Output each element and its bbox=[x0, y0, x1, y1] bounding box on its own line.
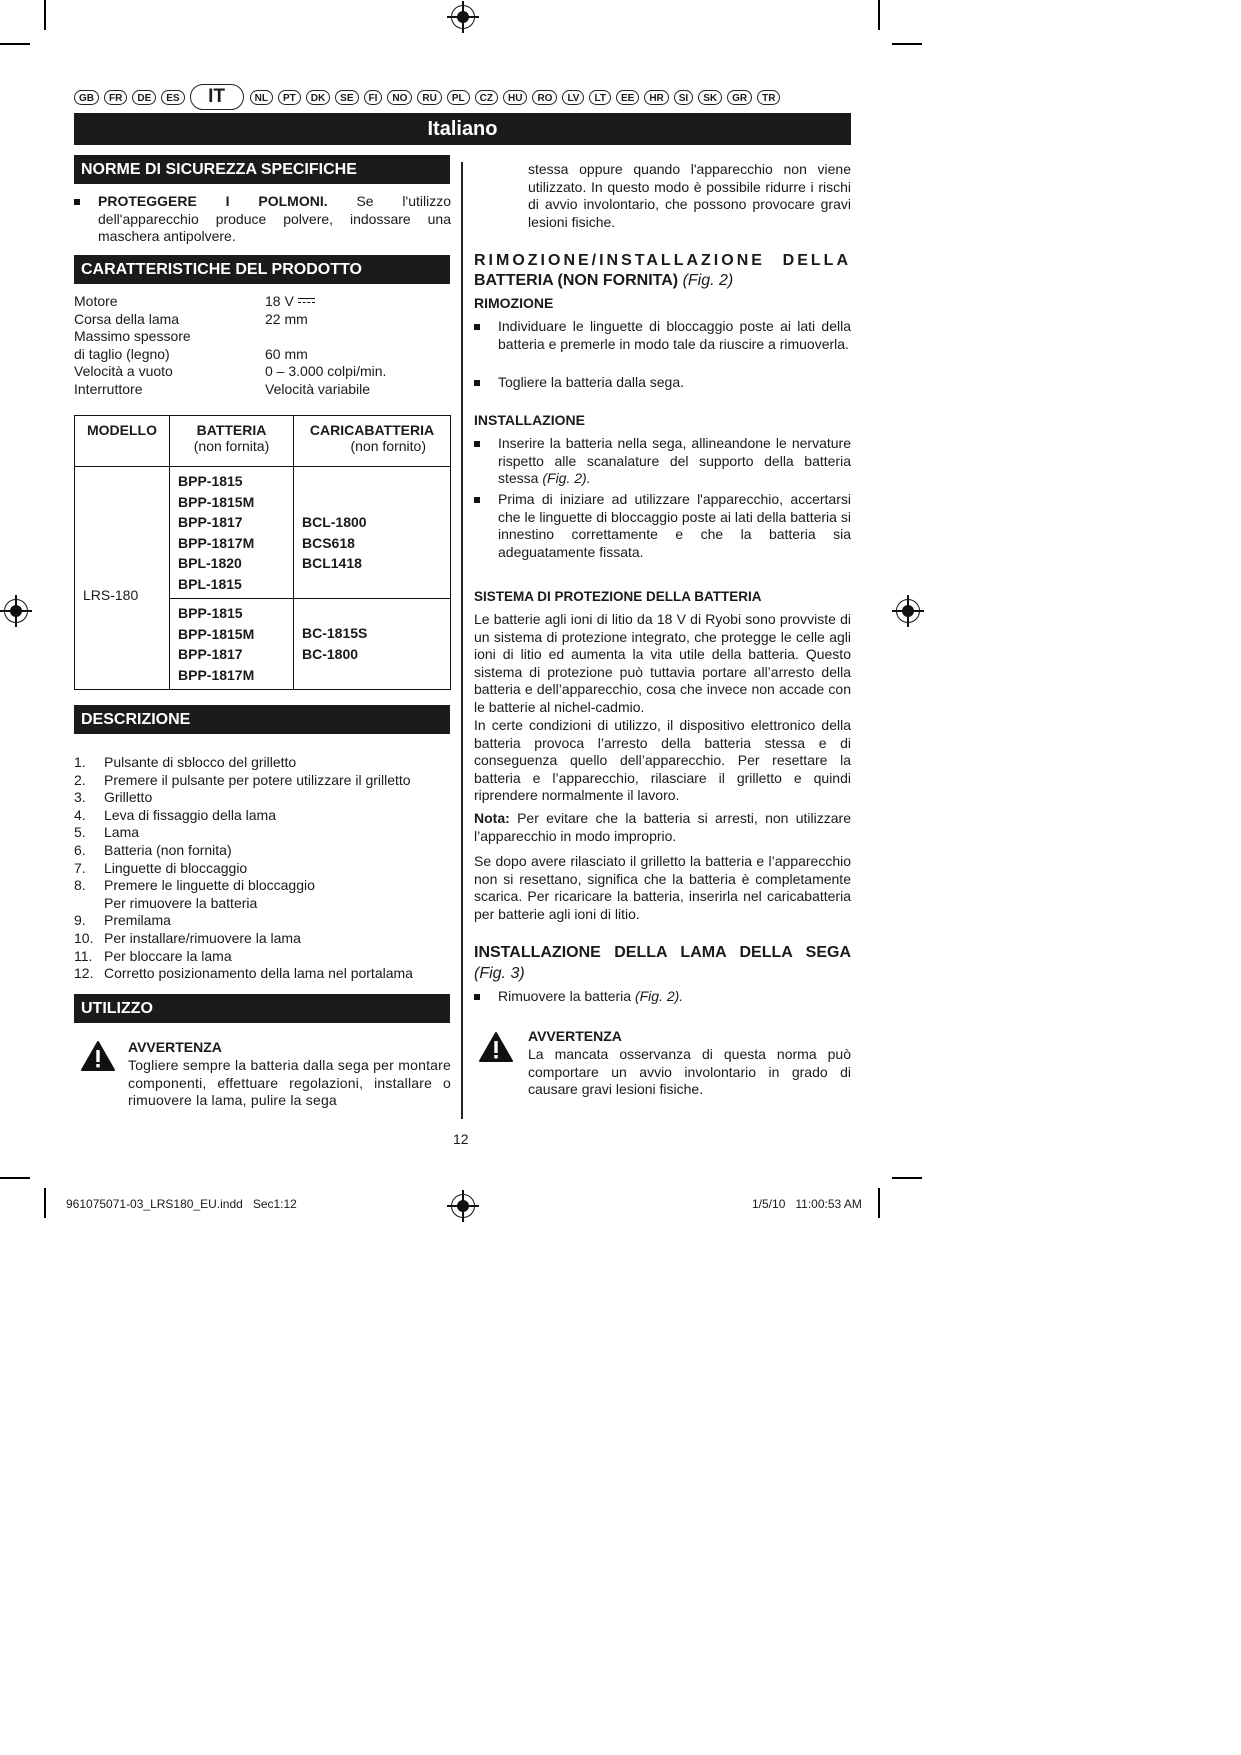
list-item: 3. Grilletto bbox=[74, 789, 153, 806]
table-list-entry: BPP-1817 bbox=[178, 514, 243, 530]
crop-mark bbox=[892, 1177, 922, 1179]
list-item: Per rimuovere la batteria bbox=[104, 894, 258, 911]
bullet-square-icon bbox=[74, 199, 80, 205]
bullet-square-icon bbox=[474, 441, 480, 447]
list-item: 6. Batteria (non fornita) bbox=[74, 841, 232, 858]
language-tab-gr[interactable]: GR bbox=[727, 90, 752, 105]
warning-triangle-icon bbox=[478, 1031, 514, 1063]
crop-mark bbox=[878, 1188, 880, 1218]
language-tab-dk[interactable]: DK bbox=[306, 90, 330, 105]
feature-row bbox=[74, 293, 451, 311]
footer-file-info: 961075071-03_LRS180_EU.indd Sec1:12 bbox=[66, 1197, 297, 1211]
language-tab-si[interactable]: SI bbox=[674, 90, 693, 105]
bullet-square-icon bbox=[474, 380, 480, 386]
list-item: 11. Per bloccare la lama bbox=[74, 947, 232, 964]
list-item: 10. Per installare/rimuovere la lama bbox=[74, 929, 301, 946]
feature-value: 0 – 3.000 colpi/min. bbox=[265, 363, 387, 380]
registration-mark-icon bbox=[896, 599, 920, 623]
table-list-entry: BPL-1815 bbox=[178, 575, 242, 592]
feature-value: Velocità variabile bbox=[265, 380, 371, 397]
protection-paragraph: Le batterie agli ioni di litio da 18 V di Ryobi sono provviste di un sistema di protezione integrato, che protegge le celle agli ioni di litio ed aumenta la vita utile della batteria. Questo sistema di protezione può tuttavia portare all’arresto della batteria e dell’apparecchio, cosa che invece non accade con le batterie al nichel-cadmio. bbox=[474, 611, 851, 715]
protection-paragraph: In certe condizioni di utilizzo, il dispositivo elettronico della batteria provoca l’arresto della batteria stessa e di conseguenza quello dell’apparecchio. Per resettare la batteria e l’apparecchio, rilasciare il grilletto e quindi riprendere normalmente il lavoro. bbox=[474, 717, 851, 804]
language-tab-nl[interactable]: NL bbox=[250, 90, 273, 105]
feature-row bbox=[74, 346, 451, 364]
list-item: 9. Premilama bbox=[74, 912, 171, 929]
language-tab-pt[interactable]: PT bbox=[278, 90, 301, 105]
crop-mark bbox=[0, 43, 30, 45]
dc-symbol-icon bbox=[298, 298, 315, 307]
language-tab-tr[interactable]: TR bbox=[757, 90, 780, 105]
protection-heading: SISTEMA DI PROTEZIONE DELLA BATTERIA bbox=[474, 589, 762, 604]
language-tab-fi[interactable]: FI bbox=[364, 90, 383, 105]
warning-triangle-icon bbox=[80, 1040, 116, 1072]
page-title: Italiano bbox=[74, 113, 851, 145]
registration-mark-icon bbox=[4, 599, 28, 623]
language-tab-fr[interactable]: FR bbox=[104, 90, 127, 105]
crop-mark bbox=[0, 1177, 30, 1179]
model-table bbox=[74, 415, 451, 690]
language-bar bbox=[74, 84, 785, 110]
installation-bullet: Inserire la batteria nella sega, allineandone le nervature rispetto alle scanalature del supporto della batteria stessa (Fig. 2). bbox=[474, 435, 851, 488]
features-list bbox=[74, 293, 451, 399]
language-tab-it[interactable]: IT bbox=[190, 84, 244, 110]
table-list-entry: BPP-1815 bbox=[178, 473, 243, 489]
description-list bbox=[74, 754, 451, 983]
feature-label: Massimo spessore bbox=[74, 328, 191, 345]
list-item: 5. Lama bbox=[74, 824, 140, 841]
battery-heading-line2: BATTERIA (NON FORNITA) (Fig. 2) bbox=[474, 272, 734, 289]
table-cell-batteries bbox=[170, 467, 294, 599]
table-list-entry: BCL1418 bbox=[302, 555, 362, 571]
table-list-entry: BPP-1815 bbox=[178, 605, 243, 621]
bullet-square-icon bbox=[474, 497, 480, 503]
language-tab-hr[interactable]: HR bbox=[644, 90, 668, 105]
feature-label: Interruttore bbox=[74, 380, 143, 397]
column-divider bbox=[461, 162, 463, 1119]
removal-bullet: Togliere la batteria dalla sega. bbox=[474, 374, 851, 392]
usage-warning-title: AVVERTENZA bbox=[128, 1039, 222, 1055]
installation-heading: INSTALLAZIONE bbox=[474, 412, 585, 428]
registration-mark-icon bbox=[451, 1194, 475, 1218]
table-list-entry: BCL-1800 bbox=[302, 514, 367, 530]
blade-warning-text: La mancata osservanza di questa norma può comportare un avvio involontario in grado di causare gravi lesioni fisiche. bbox=[528, 1046, 851, 1098]
protection-paragraph: Se dopo avere rilasciato il grilletto la batteria e l’apparecchio non si resettano, significa che la batteria è completamente scarica. Per ricaricare la batteria, inserirla nel caricabatteria per batterie agli ioni di litio. bbox=[474, 853, 851, 922]
language-tab-lv[interactable]: LV bbox=[562, 90, 584, 105]
feature-value: 18 V bbox=[265, 293, 315, 311]
table-list-entry: BPP-1815M bbox=[178, 625, 255, 642]
usage-warning-text: Togliere sempre la batteria dalla sega per montare componenti, effettuare regolazioni, installare o rimuovere la lama, pulire la sega bbox=[128, 1057, 451, 1109]
installation-bullet: Prima di iniziare ad utilizzare l'apparecchio, accertarsi che le linguette di bloccaggio poste ai lati della batteria si innestino correttamente e che la batteria sia adeguatamente fissata. bbox=[474, 491, 851, 561]
continued-warning-text: stessa oppure quando l'apparecchio non viene utilizzato. In questo modo è possibile ridurre i rischi di avvio involontario, che possono provocare gravi lesioni fisiche. bbox=[528, 161, 851, 230]
safety-bullet-text: Se l'utilizzo dell'apparecchio produce polvere, indossare una maschera antipolvere. bbox=[98, 193, 452, 245]
description-heading: DESCRIZIONE bbox=[74, 705, 450, 734]
table-list-entry: BPP-1817M bbox=[178, 666, 255, 683]
feature-label: di taglio (legno) bbox=[74, 345, 170, 362]
table-cell-chargers bbox=[294, 467, 451, 599]
feature-row bbox=[74, 363, 451, 381]
language-tab-gb[interactable]: GB bbox=[74, 90, 99, 105]
usage-heading: UTILIZZO bbox=[74, 994, 450, 1023]
removal-bullet: Individuare le linguette di bloccaggio poste ai lati della batteria e premerle in modo tale da riuscire a rimuoverla. bbox=[474, 318, 851, 353]
list-item: 1. Pulsante di sblocco del grilletto bbox=[74, 754, 297, 770]
language-tab-ee[interactable]: EE bbox=[616, 90, 639, 105]
battery-heading-line1: RIMOZIONE/INSTALLAZIONE DELLA bbox=[474, 252, 851, 269]
table-header-model: MODELLO bbox=[75, 416, 170, 467]
table-list-entry: BPP-1815M bbox=[178, 493, 255, 510]
language-tab-es[interactable]: ES bbox=[161, 90, 184, 105]
feature-label: Corsa della lama bbox=[74, 310, 180, 327]
table-cell-chargers bbox=[294, 599, 451, 690]
crop-mark bbox=[44, 1188, 46, 1218]
language-tab-se[interactable]: SE bbox=[335, 90, 358, 105]
feature-value: 60 mm bbox=[265, 345, 308, 362]
blade-heading-fig: (Fig. 3) bbox=[474, 965, 525, 982]
feature-value: 22 mm bbox=[265, 310, 308, 327]
language-tab-no[interactable]: NO bbox=[387, 90, 412, 105]
language-tab-sk[interactable]: SK bbox=[698, 90, 722, 105]
safety-bullet bbox=[74, 193, 451, 246]
crop-mark bbox=[44, 0, 46, 30]
table-list-entry: BC-1815S bbox=[302, 625, 368, 641]
table-cell-batteries bbox=[170, 599, 294, 690]
footer-date: 1/5/10 11:00:53 AM bbox=[752, 1197, 862, 1211]
table-list-entry: BCS618 bbox=[302, 534, 355, 551]
table-list-entry: BPP-1817 bbox=[178, 646, 243, 662]
table-cell-model: LRS-180 bbox=[75, 467, 170, 690]
table-list-entry: BPP-1817M bbox=[178, 534, 255, 551]
language-tab-ro[interactable]: RO bbox=[532, 90, 557, 105]
crop-mark bbox=[892, 43, 922, 45]
safety-bullet-bold: PROTEGGERE I POLMONI. bbox=[98, 193, 328, 209]
table-list-entry: BPL-1820 bbox=[178, 555, 242, 571]
features-heading: CARATTERISTICHE DEL PRODOTTO bbox=[74, 255, 450, 284]
feature-label: Motore bbox=[74, 293, 118, 309]
removal-heading: RIMOZIONE bbox=[474, 295, 554, 311]
list-item: 12. Corretto posizionamento della lama nel portalama bbox=[74, 965, 413, 982]
language-tab-pl[interactable]: PL bbox=[447, 90, 470, 105]
language-tab-cz[interactable]: CZ bbox=[475, 90, 498, 105]
feature-label: Velocità a vuoto bbox=[74, 363, 173, 380]
table-header-charger: CARICABATTERIA (non fornito) bbox=[294, 416, 451, 467]
list-item: 4. Leva di fissaggio della lama bbox=[74, 806, 276, 823]
page-number: 12 bbox=[453, 1131, 469, 1147]
battery-section-heading bbox=[474, 251, 851, 291]
bullet-square-icon bbox=[474, 994, 480, 1000]
blade-warning-title: AVVERTENZA bbox=[528, 1028, 622, 1044]
registration-mark-icon bbox=[451, 5, 475, 29]
protection-note: Nota: Per evitare che la batteria si arresti, non utilizzare l’apparecchio in modo improprio. bbox=[474, 810, 851, 844]
feature-row bbox=[74, 328, 451, 346]
list-item: 7. Linguette di bloccaggio bbox=[74, 859, 248, 876]
language-tab-hu[interactable]: HU bbox=[503, 90, 527, 105]
list-item: 8. Premere le linguette di bloccaggio bbox=[74, 877, 315, 894]
blade-bullet: Rimuovere la batteria (Fig. 2). bbox=[474, 988, 851, 1006]
crop-mark bbox=[878, 0, 880, 30]
safety-heading: NORME DI SICUREZZA SPECIFICHE bbox=[74, 155, 450, 184]
feature-row bbox=[74, 311, 451, 329]
language-tab-ru[interactable]: RU bbox=[417, 90, 441, 105]
language-tab-de[interactable]: DE bbox=[132, 90, 156, 105]
language-tab-lt[interactable]: LT bbox=[589, 90, 610, 105]
table-list-entry: BC-1800 bbox=[302, 645, 359, 662]
table-header-battery: BATTERIA (non fornita) bbox=[170, 416, 294, 467]
blade-heading: INSTALLAZIONE DELLA LAMA DELLA SEGA bbox=[474, 944, 851, 961]
list-item: 2. Premere il pulsante per potere utilizzare il grilletto bbox=[74, 771, 411, 788]
feature-row bbox=[74, 381, 451, 399]
bullet-square-icon bbox=[474, 324, 480, 330]
